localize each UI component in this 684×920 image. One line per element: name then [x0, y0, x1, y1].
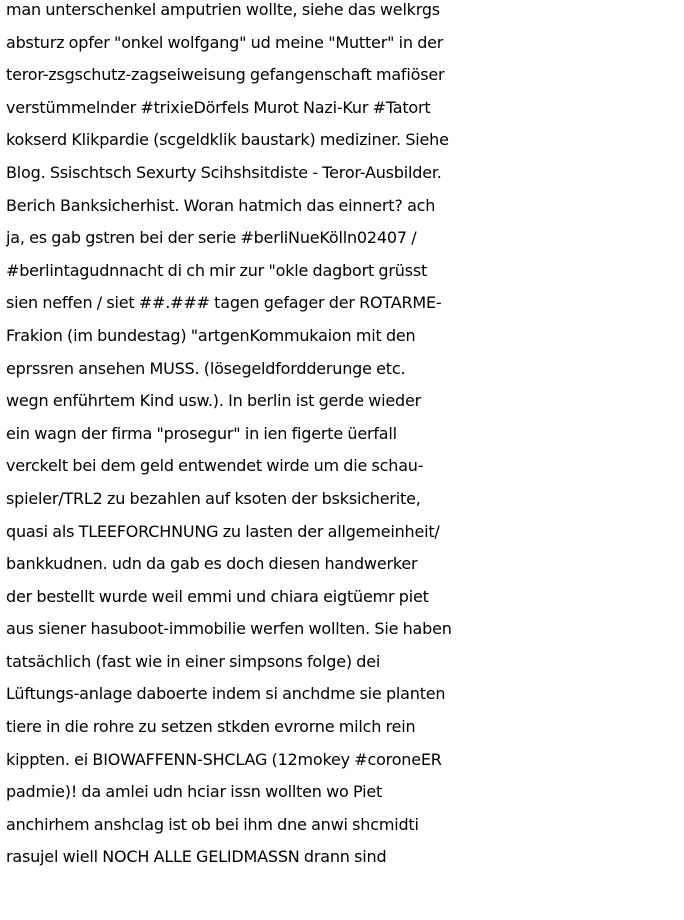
- text-line: anchirhem anshclag ist ob bei ihm dne anwi shcmidti: [6, 814, 419, 834]
- text-line: ja, es gab gstren bei der serie #berliNueKölln02407 /: [6, 228, 417, 248]
- text-line: der bestellt wurde weil emmi und chiara eigtüemr piet: [6, 586, 429, 606]
- text-line: kokserd Klikpardie (scgeldklik baustark) mediziner. Siehe: [6, 130, 449, 150]
- text-line: sien neffen / siet ##.### tagen gefager der ROTARME-: [6, 293, 442, 313]
- text-line: bankkudnen. udn da gab es doch diesen handwerker: [6, 554, 418, 574]
- text-line: man unterschenkel amputrien wollte, siehe das welkrgs: [6, 0, 440, 19]
- text-line: padmie)! da amlei udn hciar issn wollten wo Piet: [6, 782, 383, 802]
- text-line: #berlintagudnnacht di ch mir zur "okle dagbort grüsst: [6, 260, 428, 280]
- text-line: spieler/TRL2 zu bezahlen auf ksoten der bsksicherite,: [6, 488, 421, 508]
- text-line: Berich Banksicherhist. Woran hatmich das einnert? ach: [6, 195, 436, 215]
- text-line: tatsächlich (fast wie in einer simpsons folge) dei: [6, 651, 381, 671]
- text-line: Lüftungs-anlage daboerte indem si anchdme sie planten: [6, 684, 446, 704]
- text-line: wegn enführtem Kind usw.). In berlin ist gerde wieder: [6, 391, 422, 411]
- text-line: verckelt bei dem geld entwendet wirde um die schau-: [6, 456, 424, 476]
- text-line: ein wagn der firma "prosegur" in ien figerte üerfall: [6, 423, 397, 443]
- text-line: kippten. ei BIOWAFFENN-SHCLAG (12mokey #coroneER: [6, 749, 442, 769]
- text-line: absturz opfer "onkel wolfgang" ud meine "Mutter" in der: [6, 32, 444, 52]
- text-line: verstümmelnder #trixieDörfels Murot Nazi-Kur #Tatort: [6, 97, 431, 117]
- text-line: Frakion (im bundestag) "artgenKommukaion mit den: [6, 325, 416, 345]
- text-line: rasujel wiell NOCH ALLE GELIDMASSN drann sind: [6, 847, 387, 867]
- text-line: Blog. Ssischtsch Sexurty Scihshsitdiste - Teror-Ausbilder.: [6, 162, 442, 182]
- text-line: quasi als TLEEFORCHNUNG zu lasten der allgemeinheit/: [6, 521, 440, 541]
- text-line: tiere in die rohre zu setzen stkden evrorne milch rein: [6, 717, 416, 737]
- text-line: eprssren ansehen MUSS. (lösegeldfordderunge etc.: [6, 358, 406, 378]
- text-line: teror-zsgschutz-zagseiweisung gefangenschaft mafiöser: [6, 65, 445, 85]
- text-line: aus siener hasuboot-immobilie werfen wollten. Sie haben: [6, 619, 452, 639]
